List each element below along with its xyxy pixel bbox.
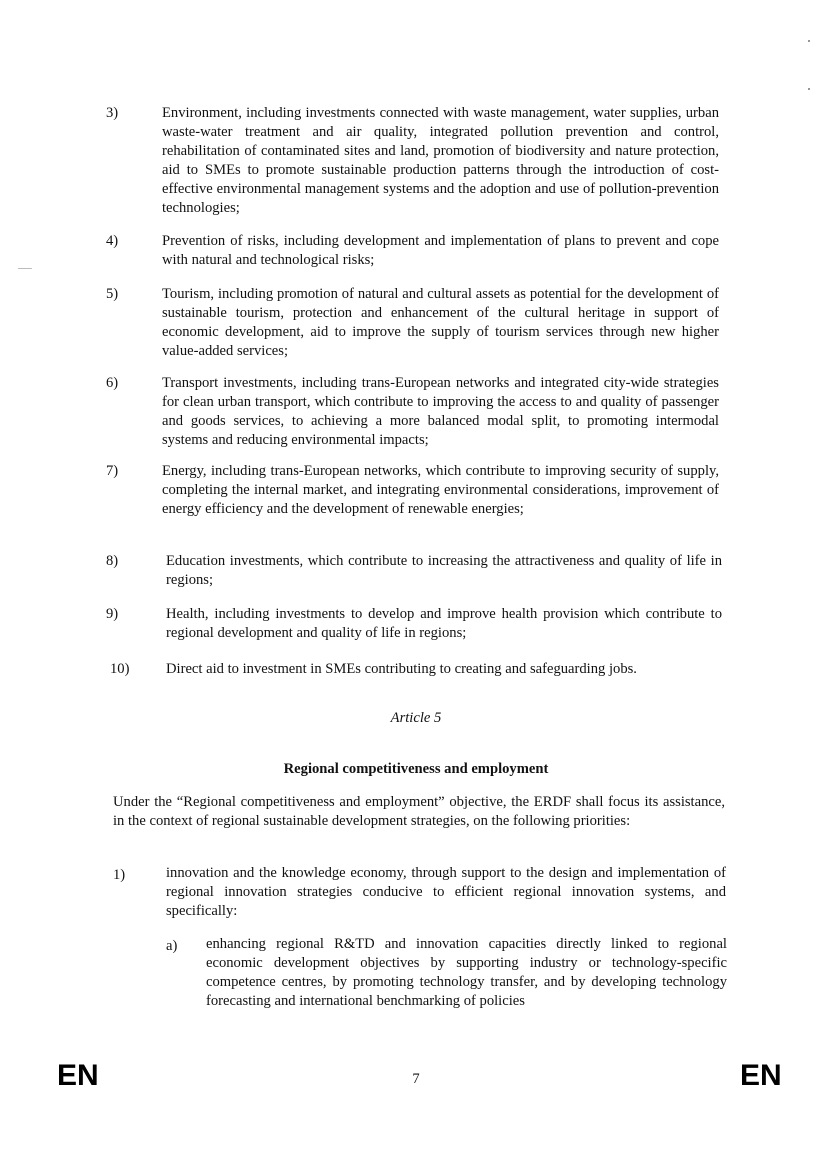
scan-speck	[808, 88, 810, 90]
scan-speck	[18, 268, 32, 269]
list-text: Environment, including investments connected with waste management, water supplies, urban waste-water treatment and air quality, integrated pollution prevention and control, rehabilitation of contaminated sites and land, promotion of biodiversity and nature protection, aid to SMEs to promote sustainable production patterns through the introduction of cost-effective environmental management systems and the adoption and use of pollution-prevention technologies;	[162, 105, 719, 216]
list-number: 7)	[106, 463, 119, 479]
article-label: Article 5	[390, 710, 442, 726]
intro-paragraph: Under the “Regional competitiveness and employment” objective, the ERDF shall focus its assistance, in the context of regional sustainable development strategies, on the following priorities:	[113, 794, 725, 829]
list-text: Energy, including trans-European networks, which contribute to improving security of supply, completing the internal market, and integrating environmental considerations, improvement of energy efficiency and the development of renewable energies;	[162, 463, 719, 517]
sub-item-text: enhancing regional R&TD and innovation capacities directly linked to regional economic development objectives by supporting industry or technology-specific competence centres, by promoting technology transfer, and by developing technology forecasting and international benchmarking of policies	[206, 936, 727, 1009]
sub-item-number: a)	[166, 938, 178, 954]
list-text: Tourism, including promotion of natural and cultural assets as potential for the development of sustainable tourism, protection and enhancement of the cultural heritage in support of economic development, aid to improve the supply of tourism services through new higher value-added services;	[162, 286, 719, 359]
footer-language-left: EN	[57, 1059, 99, 1092]
page-number: 7	[412, 1071, 420, 1087]
priority-text: innovation and the knowledge economy, through support to the design and implementation of regional innovation strategies conducive to efficient regional innovation systems, and specifically:	[166, 865, 726, 919]
list-number: 6)	[106, 375, 119, 391]
scan-speck	[808, 40, 810, 42]
list-text: Transport investments, including trans-European networks and integrated city-wide strategies for clean urban transport, which contribute to improving the access to and quality of passenger and goods services, to achieving a more balanced modal split, to promoting intermodal systems and reducing environmental impacts;	[162, 375, 719, 448]
list-text: Direct aid to investment in SMEs contributing to creating and safeguarding jobs.	[166, 661, 637, 677]
list-number: 9)	[106, 606, 119, 622]
list-number: 4)	[106, 233, 119, 249]
list-text: Education investments, which contribute to increasing the attractiveness and quality of life in regions;	[166, 553, 722, 588]
footer-language-right: EN	[740, 1059, 782, 1092]
article-heading: Regional competitiveness and employment	[283, 761, 549, 777]
list-number: 10)	[110, 661, 130, 677]
list-number: 3)	[106, 105, 119, 121]
list-text: Health, including investments to develop and improve health provision which contribute to regional development and quality of life in regions;	[166, 606, 722, 641]
list-number: 8)	[106, 553, 119, 569]
priority-number: 1)	[113, 867, 126, 883]
list-text: Prevention of risks, including development and implementation of plans to prevent and cope with natural and technological risks;	[162, 233, 719, 268]
list-number: 5)	[106, 286, 119, 302]
